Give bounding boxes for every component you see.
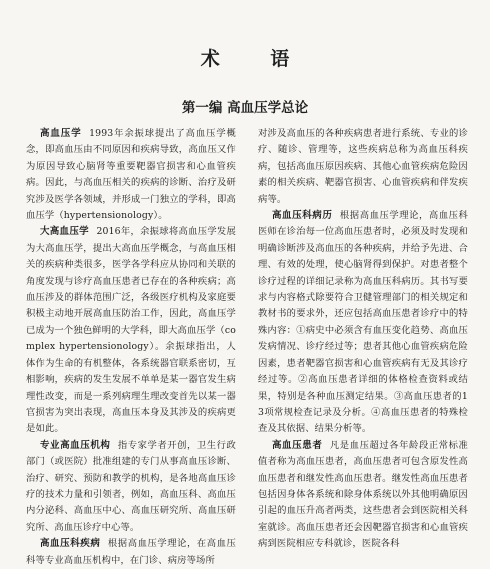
section-subtitle: 第一编 高血压学总论 bbox=[181, 100, 309, 116]
term-heading: 专业高血压机构 bbox=[39, 439, 111, 451]
term-heading: 高血压科病历 bbox=[271, 210, 333, 222]
term-entry bbox=[26, 224, 236, 437]
term-heading: 高血压学 bbox=[39, 128, 82, 139]
term-text: 根据高血压学理论，在高血压科等专业高血压机构中，在门诊、病房等场所 bbox=[26, 538, 237, 566]
term-entry bbox=[258, 438, 468, 553]
right-column bbox=[258, 126, 468, 553]
term-text: 1993年余振球提出了高血压学概念，即高血压由不同原因和疾病导致，高血压又作为原因导致心脑肾等重要靶器官损害和心血管疾病。因此，与高血压相关的疾病的诊断、治疗及研究涉及医学各领域，并形成一门独立的学科，即高血压学（hypertensionology）。 bbox=[26, 128, 236, 222]
term-heading: 高血压患者 bbox=[271, 439, 323, 451]
term-text: 指专家学者开创，卫生行政部门（或医院）批准组建的专门从事高血压诊断、治疗、研究、预防和教学的机构，是各地高血压诊疗的技术力量和引领者，例如，高血压科、高血压内分泌科、高血压中心、高血压研究所、高血压研究所、高血压诊疗中心等。 bbox=[26, 439, 236, 533]
term-entry bbox=[26, 126, 236, 224]
term-text: 凡是血压超过各年龄段正常标准值者称为高血压患者，高血压患者可包含原发性高血压患者和继发性高血压患者。继发性高血压患者包括因身体各系统和除身体系统以外其他明确原因引起的血压升高者两类，这些患者会到医院相关科室就诊。高血压患者还会因靶器官损害和心血管疾病到医院相应专科就诊，医院各科 bbox=[258, 439, 468, 550]
term-heading: 高血压科疾病 bbox=[39, 538, 101, 550]
term-text: 对涉及高血压的各种疾病患者进行系统、专业的诊疗、随诊、管理等，这些疾病总称为高血压科疾病，包括高血压原因疾病、其他心血管疾病危险因素的相关疾病、靶器官损害、心血管疾病和伴发疾病等。 bbox=[258, 128, 468, 205]
left-column bbox=[26, 126, 236, 569]
term-heading: 大高血压学 bbox=[39, 226, 89, 238]
page-title: 术 语 bbox=[200, 48, 312, 70]
term-text: 2016年，余振球将高血压学发展为大高血压学，提出大高血压学概念，与高血压相关的疾病种类很多，医学各学科应从协同和关联的角度发现与诊疗高血压患者已存在的各种疾病；高血压涉及的群体范围广泛，各级医疗机构及家庭要积极主动地开展高血压防治工作，因此，高血压学已成为一个独色鲜明的大学科，即大高血压学（complex hypertensionology）。余振球指出，人体作为生命的有机整体，各系统器官联系密切，互相影响，疾病的发生发展不单单是某一器官发生病理性改变，而是一系列病理生理改变首先以某一器官损害为突出表现，高血压本身及其涉及的疾病更是如此。 bbox=[26, 226, 236, 435]
term-text: 根据高血压学理论，高血压科医师在诊治每一位高血压患者时，必须及时发现和明确诊断涉及高血压的各种疾病，并给予先进、合理、有效的处理，使心脑肾得到保护。对患者整个诊疗过程的详细记录称为高血压科病历。其书写要求与内容格式除要符合卫健管理部门的相关规定和教材书的要求外，还应包括高血压患者诊疗中的特殊内容：①病史中必须含有血压变化趋势、高血压发病情况、诊疗经过等；患者其他心血管疾病危险因素，患者靶器官损害和心血管疾病有无及其诊疗经过等。②高血压患者详细的体格检查资料或结果，特别是各种血压测定结果。③高血压患者的13项常规检查记录及分析。④高血压患者的特殊检查及其依据、结果分析等。 bbox=[258, 210, 469, 435]
term-entry bbox=[26, 438, 236, 536]
term-continuation bbox=[258, 126, 468, 208]
term-entry bbox=[26, 536, 236, 569]
term-entry bbox=[258, 208, 468, 438]
